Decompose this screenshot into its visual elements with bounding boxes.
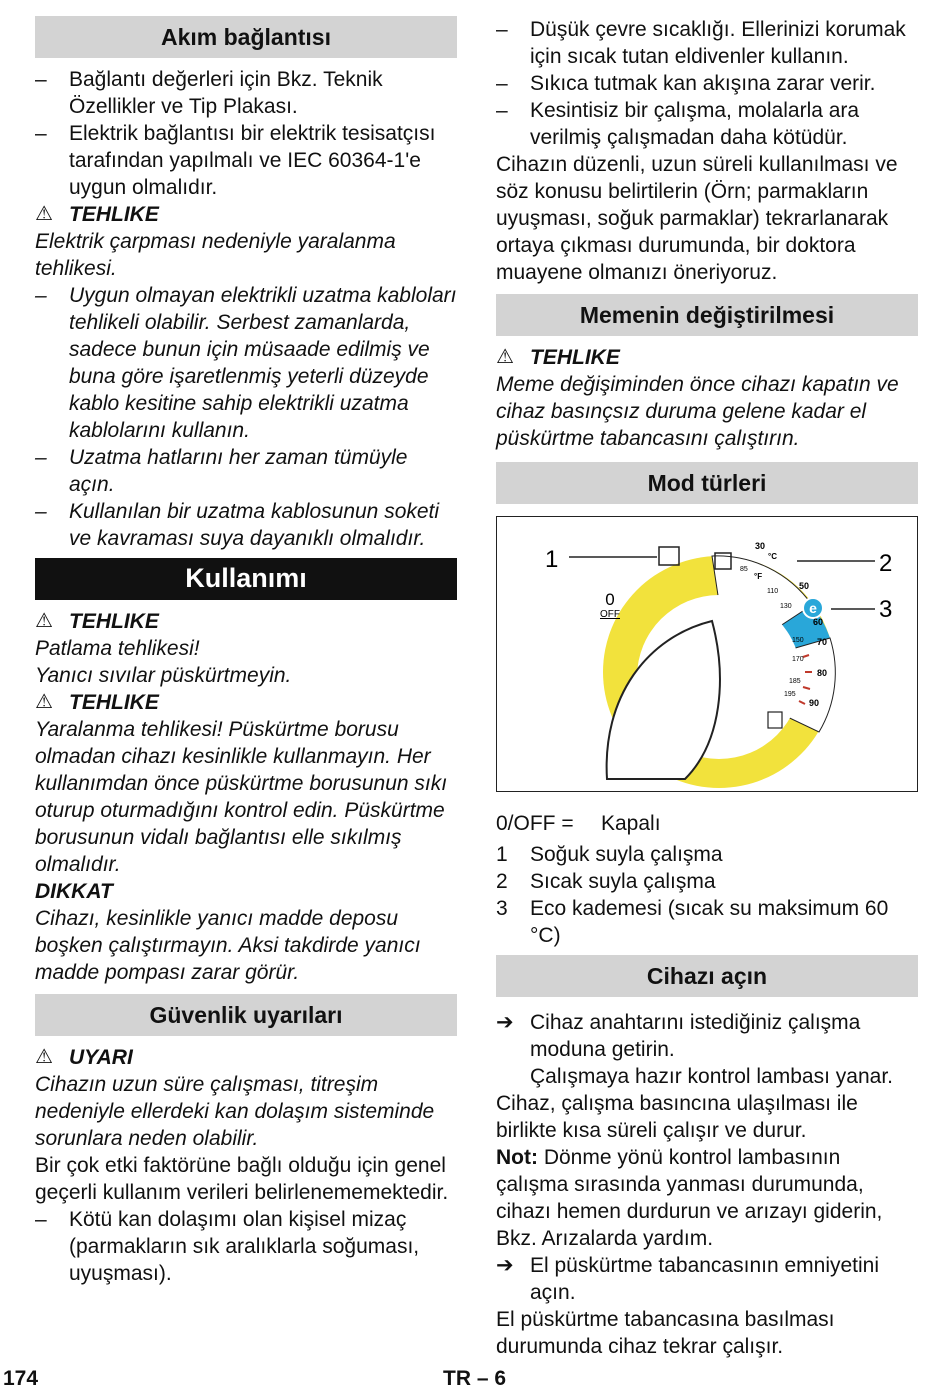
danger-text: Meme değişiminden önce cihazı kapatın ve cihaz basınçsız duruma gelene kadar el püskürtme tabancasını çalıştırın. — [496, 373, 899, 450]
warning-triangle-icon: ⚠ — [35, 610, 53, 632]
warning-triangle-icon: ⚠ — [35, 203, 53, 225]
danger-text: Elektrik çarpması nedeniyle yaralanma tehlikesi. — [35, 230, 396, 280]
section-heading-guvenlik: Güvenlik uyarıları — [35, 994, 457, 1036]
list-item: 1 Soğuk suyla çalışma — [496, 843, 723, 866]
caution-label: DIKKAT — [35, 880, 113, 903]
c-scale-label: 30 — [755, 541, 766, 551]
f-scale-label: 150 — [792, 637, 804, 644]
list-item: – Uygun olmayan elektrikli uzatma kabloları tehlikeli olabilir. Serbest zamanlarda, sadece bunun için müsaade edilmiş ve buna göre işaretlenmiş yeterli düzeyde kablo kesitine sahip elektrikli uzatma kablolarını kullanın. — [35, 284, 457, 442]
left-column — [35, 16, 457, 1287]
f-scale-label: 195 — [784, 691, 796, 698]
f-scale-label: 130 — [780, 603, 792, 610]
section-heading-meme: Memenin değiştirilmesi — [496, 294, 918, 336]
eco-label: e — [809, 600, 817, 616]
warning-triangle-icon: ⚠ — [496, 346, 514, 368]
f-scale-label: 185 — [789, 678, 801, 685]
warning-triangle-icon: ⚠ — [35, 1046, 53, 1068]
step-note: Çalışmaya hazır kontrol lambası yanar. — [530, 1065, 893, 1088]
arrow-right-icon: ➔ — [496, 1011, 514, 1034]
right-column — [496, 16, 918, 1360]
danger-label: ⚠ TEHLIKE — [35, 691, 159, 714]
c-scale-label: 80 — [817, 668, 828, 678]
list-item: – Kötü kan dolaşımı olan kişisel mizaç (parmakların sık aralıklarla soğuması, uyuşması). — [35, 1208, 420, 1285]
list-item: – Kullanılan bir uzatma kablosunun soketi ve kavraması suya dayanıklı olmalıdır. — [35, 500, 440, 550]
list-item: – Düşük çevre sıcaklığı. Ellerinizi korumak için sıcak tutan eldivenler kullanın. — [496, 18, 906, 68]
page-number: 174 — [3, 1367, 39, 1388]
danger-text: Yanıcı sıvılar püskürtmeyin. — [35, 664, 292, 687]
unit-fahrenheit: °F — [754, 572, 763, 581]
mode-dial-figure — [496, 516, 918, 792]
paragraph: Cihaz, çalışma basıncına ulaşılması ile birlikte kısa süreli çalışır ve durur. — [496, 1092, 858, 1142]
list-item: 3 Eco kademesi (sıcak su maksimum 60 °C) — [496, 897, 889, 947]
caution-text: Cihazı, kesinlikle yanıcı madde deposu boşken çalıştırmayın. Aksi takdirde yanıcı madde pompası zarar görür. — [35, 907, 421, 984]
callout-1: 1 — [545, 546, 559, 573]
f-scale-label: 85 — [740, 566, 748, 573]
step-item: ➔ Cihaz anahtarını istediğiniz çalışma moduna getirin. — [496, 1011, 861, 1061]
warning-triangle-icon: ⚠ — [35, 691, 53, 713]
c-scale-label: 50 — [799, 581, 810, 591]
paragraph: Bir çok etki faktörüne bağlı olduğu için genel geçerli kullanım verileri belirlenememektedir. — [35, 1154, 449, 1204]
f-scale-label: 110 — [767, 588, 779, 595]
section-heading-acin: Cihazı açın — [496, 955, 918, 997]
c-scale-label: 60 — [813, 617, 824, 627]
paragraph: El püskürtme tabancasına basılması durumunda cihaz tekrar çalışır. — [496, 1308, 835, 1358]
danger-text: Patlama tehlikesi! — [35, 637, 200, 660]
note-paragraph: Not: Dönme yönü kontrol lambasının çalışma sırasında yanması durumunda, cihazı hemen durdurun ve arızayı giderin, Bkz. Arızalarda yardım. — [496, 1146, 883, 1250]
list-item: – Sıkıca tutmak kan akışına zarar verir. — [496, 72, 876, 95]
danger-label: ⚠ TEHLIKE — [35, 203, 159, 226]
list-item: – Kesintisiz bir çalışma, molalarla ara verilmiş çalışmadan daha kötüdür. — [496, 99, 860, 149]
c-scale-label: 90 — [809, 698, 820, 708]
danger-label: ⚠ TEHLIKE — [35, 610, 159, 633]
paragraph: Cihazın düzenli, uzun süreli kullanılması ve söz konusu belirtilerin (Örn; parmakların uyuşması, soğuk parmaklar) tekrarlanarak ortaya çıkması durumunda, bir doktora muayene olmanızı öneriyoruz. — [496, 153, 898, 284]
list-item: – Uzatma hatlarını her zaman tümüyle açın. — [35, 446, 408, 496]
unit-celsius: °C — [768, 552, 777, 561]
off-label: OFF — [600, 609, 620, 620]
c-scale-label: 70 — [817, 637, 828, 647]
warning-text: Cihazın uzun süre çalışması, titreşim nedeniyle ellerdeki kan dolaşım sisteminde sorunlara neden olabilir. — [35, 1073, 435, 1150]
warning-label: ⚠ UYARI — [35, 1046, 133, 1069]
arrow-right-icon: ➔ — [496, 1254, 514, 1277]
language-page: TR – 6 — [443, 1367, 507, 1388]
callout-3: 3 — [879, 596, 893, 623]
list-item: 2 Sıcak suyla çalışma — [496, 870, 716, 893]
off-number: 0 — [605, 590, 615, 609]
section-heading-akim: Akım bağlantısı — [35, 16, 457, 58]
danger-label: ⚠ TEHLIKE — [496, 346, 620, 369]
danger-text: Yaralanma tehlikesi! Püskürtme borusu olmadan cihazı kesinlikle kullanmayın. Her kullanımdan önce püskürtme borusunun sıkı oturup oturmadığını kontrol edin. Püskürtme borusunun vidalı bağlantısı elle sıkılmış olmalıdır. — [35, 718, 448, 876]
section-heading-kullanim: Kullanımı — [35, 558, 457, 600]
callout-2: 2 — [879, 550, 893, 577]
step-item: ➔ El püskürtme tabancasının emniyetini açın. — [496, 1254, 880, 1304]
list-item: – Elektrik bağlantısı bir elektrik tesisatçısı tarafından yapılmalı ve IEC 60364-1'e uygun olmalıdır. — [35, 122, 436, 199]
list-item: – Bağlantı değerleri için Bkz. Teknik Özellikler ve Tip Plakası. — [35, 68, 383, 118]
f-scale-label: 170 — [792, 656, 804, 663]
section-heading-mod: Mod türleri — [496, 462, 918, 504]
cold-water-icon — [659, 547, 679, 565]
mode-off-row: 0/OFF = Kapalı — [496, 812, 661, 835]
